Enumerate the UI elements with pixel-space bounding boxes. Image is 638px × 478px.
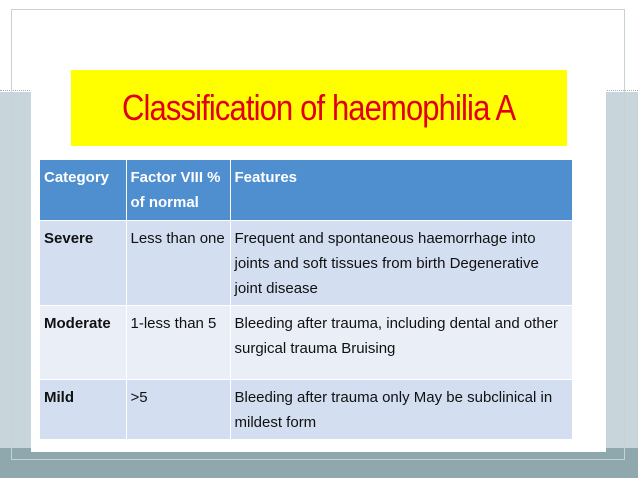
page-title: Classification of haemophilia A — [122, 87, 516, 128]
classification-table — [40, 160, 573, 440]
header-factor: Factor VIII % of normal — [126, 160, 230, 220]
header-features: Features — [230, 160, 573, 220]
cell-category: Moderate — [40, 305, 126, 379]
table-row — [40, 305, 573, 379]
cell-features: Bleeding after trauma, including dental and other surgical trauma Bruising — [230, 305, 573, 379]
header-category: Category — [40, 160, 126, 220]
cell-features: Frequent and spontaneous haemorrhage into joints and soft tissues from birth Degenerative joint disease — [230, 220, 573, 305]
cell-factor: 1-less than 5 — [126, 305, 230, 379]
table-row — [40, 220, 573, 305]
table-row — [40, 379, 573, 439]
cell-features: Bleeding after trauma only May be subclinical in mildest form — [230, 379, 573, 439]
cell-factor: >5 — [126, 379, 230, 439]
cell-category: Mild — [40, 379, 126, 439]
cell-category: Severe — [40, 220, 126, 305]
table-header-row — [40, 160, 573, 220]
title-banner — [71, 70, 567, 146]
cell-factor: Less than one — [126, 220, 230, 305]
